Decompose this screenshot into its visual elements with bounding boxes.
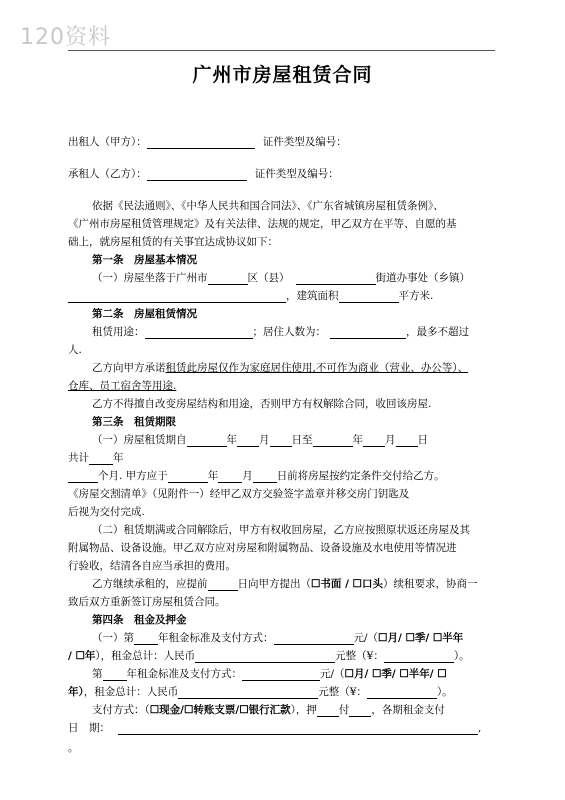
blank bbox=[270, 435, 292, 447]
blank bbox=[396, 435, 418, 447]
blank bbox=[168, 471, 208, 483]
blank bbox=[384, 651, 454, 663]
text: （一）房屋租赁期自 bbox=[92, 434, 187, 446]
text: 付 bbox=[338, 704, 350, 716]
blank bbox=[208, 579, 238, 591]
checkbox-options: / ☐年 bbox=[68, 650, 96, 662]
checkbox-options: 年） bbox=[68, 686, 84, 698]
blank bbox=[313, 435, 353, 447]
text: 年 bbox=[113, 452, 124, 464]
text: （一）第 bbox=[92, 632, 134, 644]
blank bbox=[68, 471, 98, 483]
checkbox-options: ☐现金/☐转账支票/☐银行汇款 bbox=[149, 704, 291, 716]
text: 共计 bbox=[68, 452, 89, 464]
article-2-line-5: 乙方不得擅自改变房屋结构和用途，否则甲方有权解除合同，收回该房屋. bbox=[92, 398, 432, 410]
text: 元/（ bbox=[320, 668, 345, 680]
text: 个月. 甲方应于 bbox=[98, 470, 168, 482]
blank bbox=[274, 633, 354, 645]
article-3-line-1 bbox=[92, 432, 428, 447]
blank bbox=[296, 273, 376, 285]
article-4-line-3 bbox=[92, 666, 447, 681]
article-2-line-4: 仓库、员工宿舍等用途. bbox=[68, 380, 177, 392]
underlined-text: 租赁此房屋仅作为家庭居住使用,不可作为商业（营业、办公等）、 bbox=[165, 362, 469, 374]
blank bbox=[208, 273, 248, 285]
text: 年 bbox=[207, 470, 219, 482]
article-2-line-2: 人. bbox=[68, 344, 82, 356]
article-3-line-10: 致后双方重新签订房屋租赁合同。 bbox=[68, 596, 226, 608]
party-b-line bbox=[68, 166, 339, 181]
article-3-line-3 bbox=[68, 468, 445, 483]
text: 月 bbox=[259, 434, 270, 446]
watermark: 120资料 bbox=[20, 25, 111, 50]
text: 年租金标准及支付方式： bbox=[126, 668, 242, 680]
text: 租赁用途： bbox=[92, 326, 145, 338]
text: 元整（¥： bbox=[335, 650, 384, 662]
text: ；居住人数为： bbox=[252, 326, 326, 338]
text: 年租金标准及支付方式： bbox=[158, 632, 274, 644]
blank bbox=[195, 651, 335, 663]
text: 支付方式：（ bbox=[92, 704, 150, 716]
text: 乙方向甲方承诺 bbox=[92, 362, 166, 374]
text: ），押 bbox=[290, 704, 317, 716]
text: 平方米. bbox=[398, 290, 434, 302]
blank bbox=[317, 705, 339, 717]
preamble-line-3: 础上，就房屋租赁的有关事宜达成协议如下： bbox=[68, 236, 278, 248]
party-a-line bbox=[68, 134, 347, 149]
blank bbox=[253, 471, 277, 483]
preamble-line-2: 《广州市房屋租赁管理规定》及有关法律、法规的规定，甲乙双方在平等、自愿的基 bbox=[68, 218, 457, 230]
article-4-line-7: 。 bbox=[68, 742, 79, 754]
text: ，各期租金支付 bbox=[371, 704, 445, 716]
article-1-line-1 bbox=[92, 270, 470, 285]
blank bbox=[339, 291, 399, 303]
blank bbox=[145, 327, 253, 339]
blank bbox=[187, 435, 227, 447]
article-4-line-2 bbox=[68, 648, 470, 663]
article-2-line-1 bbox=[92, 324, 469, 339]
party-a-id-label: 证件类型及编号： bbox=[262, 136, 347, 148]
article-1-line-2 bbox=[68, 288, 433, 303]
article-4-heading: 第四条 租金及押金 bbox=[92, 614, 187, 626]
text: 乙方继续承租的，应提前 bbox=[92, 578, 208, 590]
text: 日向甲方提出（ bbox=[237, 578, 311, 590]
text: ）。 bbox=[436, 686, 453, 698]
article-1-heading: 第一条 房屋基本情况 bbox=[92, 254, 197, 266]
party-b-label: 承租人（乙方）： bbox=[68, 168, 147, 180]
text: ，租金总计：人民币 bbox=[83, 686, 179, 698]
text: ）。 bbox=[453, 650, 470, 662]
article-3-line-2 bbox=[68, 450, 124, 465]
text: 第 bbox=[92, 668, 103, 680]
article-3-line-4: 《房屋交割清单》（见附件一）经甲乙双方交验签字盖章并移交房门钥匙及 bbox=[68, 488, 410, 500]
text: ，建筑面积 bbox=[286, 290, 339, 302]
checkbox-options: ☐书面 / ☐口头 bbox=[311, 578, 383, 590]
party-b-blank bbox=[147, 169, 247, 181]
header-rule bbox=[68, 50, 495, 51]
text: 年 bbox=[226, 434, 237, 446]
blank bbox=[367, 687, 437, 699]
text: ），租金总计：人民币 bbox=[95, 650, 196, 662]
blank bbox=[178, 687, 318, 699]
text: 日前将房屋按约定条件交付给乙方。 bbox=[276, 470, 445, 482]
text: ，最多不超过 bbox=[406, 326, 469, 338]
article-3-line-6: （二）租赁期满或合同解除后，甲方有权收回房屋，乙方应按照原状返还房屋及其 bbox=[92, 524, 470, 536]
text: 年 bbox=[352, 434, 363, 446]
article-4-line-1 bbox=[92, 630, 463, 645]
article-4-line-4 bbox=[68, 684, 453, 699]
blank bbox=[68, 291, 286, 303]
text: 街道办事处（乡镇） bbox=[375, 272, 470, 284]
party-a-label: 出租人（甲方）： bbox=[68, 136, 147, 148]
text: 月 bbox=[242, 470, 253, 482]
preamble-line-1: 依据《民法通则》、《中华人民共和国合同法》、《广东省城镇房屋租赁条例》、 bbox=[92, 200, 444, 212]
article-3-line-5: 后视为交付完成. bbox=[68, 506, 145, 518]
blank bbox=[218, 471, 242, 483]
article-2-line-3 bbox=[92, 360, 468, 375]
text: （一）房屋坐落于广州市 bbox=[92, 272, 208, 284]
text: 日 期： bbox=[68, 722, 110, 734]
blank bbox=[349, 705, 371, 717]
party-a-blank bbox=[147, 137, 255, 149]
article-4-line-6: 日 期： , bbox=[68, 722, 482, 734]
checkbox-options: ☐月/ ☐季/ ☐半年 bbox=[378, 632, 464, 644]
blank bbox=[242, 669, 320, 681]
text: 区（县） bbox=[247, 272, 290, 284]
text: 日 bbox=[417, 434, 428, 446]
article-3-heading: 第三条 租赁期限 bbox=[92, 416, 176, 428]
blank bbox=[363, 435, 385, 447]
checkbox-options: ☐月/ ☐季/ ☐半年/ ☐ bbox=[344, 668, 447, 680]
text: 月 bbox=[385, 434, 396, 446]
party-b-id-label: 证件类型及编号： bbox=[254, 168, 339, 180]
article-3-line-8: 行验收，结清各自应当承担的费用。 bbox=[68, 560, 236, 572]
blank bbox=[103, 669, 127, 681]
article-4-line-5 bbox=[92, 702, 445, 717]
blank bbox=[118, 723, 478, 735]
blank bbox=[134, 633, 158, 645]
text: 元/（ bbox=[353, 632, 379, 644]
blank bbox=[89, 453, 113, 465]
article-2-heading: 第二条 房屋租赁情况 bbox=[92, 308, 197, 320]
blank bbox=[330, 327, 406, 339]
text: ）续租要求，协商一 bbox=[382, 578, 478, 590]
document-title: 广州市房屋租赁合同 bbox=[192, 64, 373, 86]
blank bbox=[237, 435, 259, 447]
article-3-line-9 bbox=[92, 576, 477, 591]
article-3-line-7: 附属物品、设备设施。甲乙双方应对房屋和附属物品、设备设施及水电使用等情况进 bbox=[68, 542, 457, 554]
text: 日至 bbox=[291, 434, 313, 446]
text: 元整（¥： bbox=[318, 686, 367, 698]
